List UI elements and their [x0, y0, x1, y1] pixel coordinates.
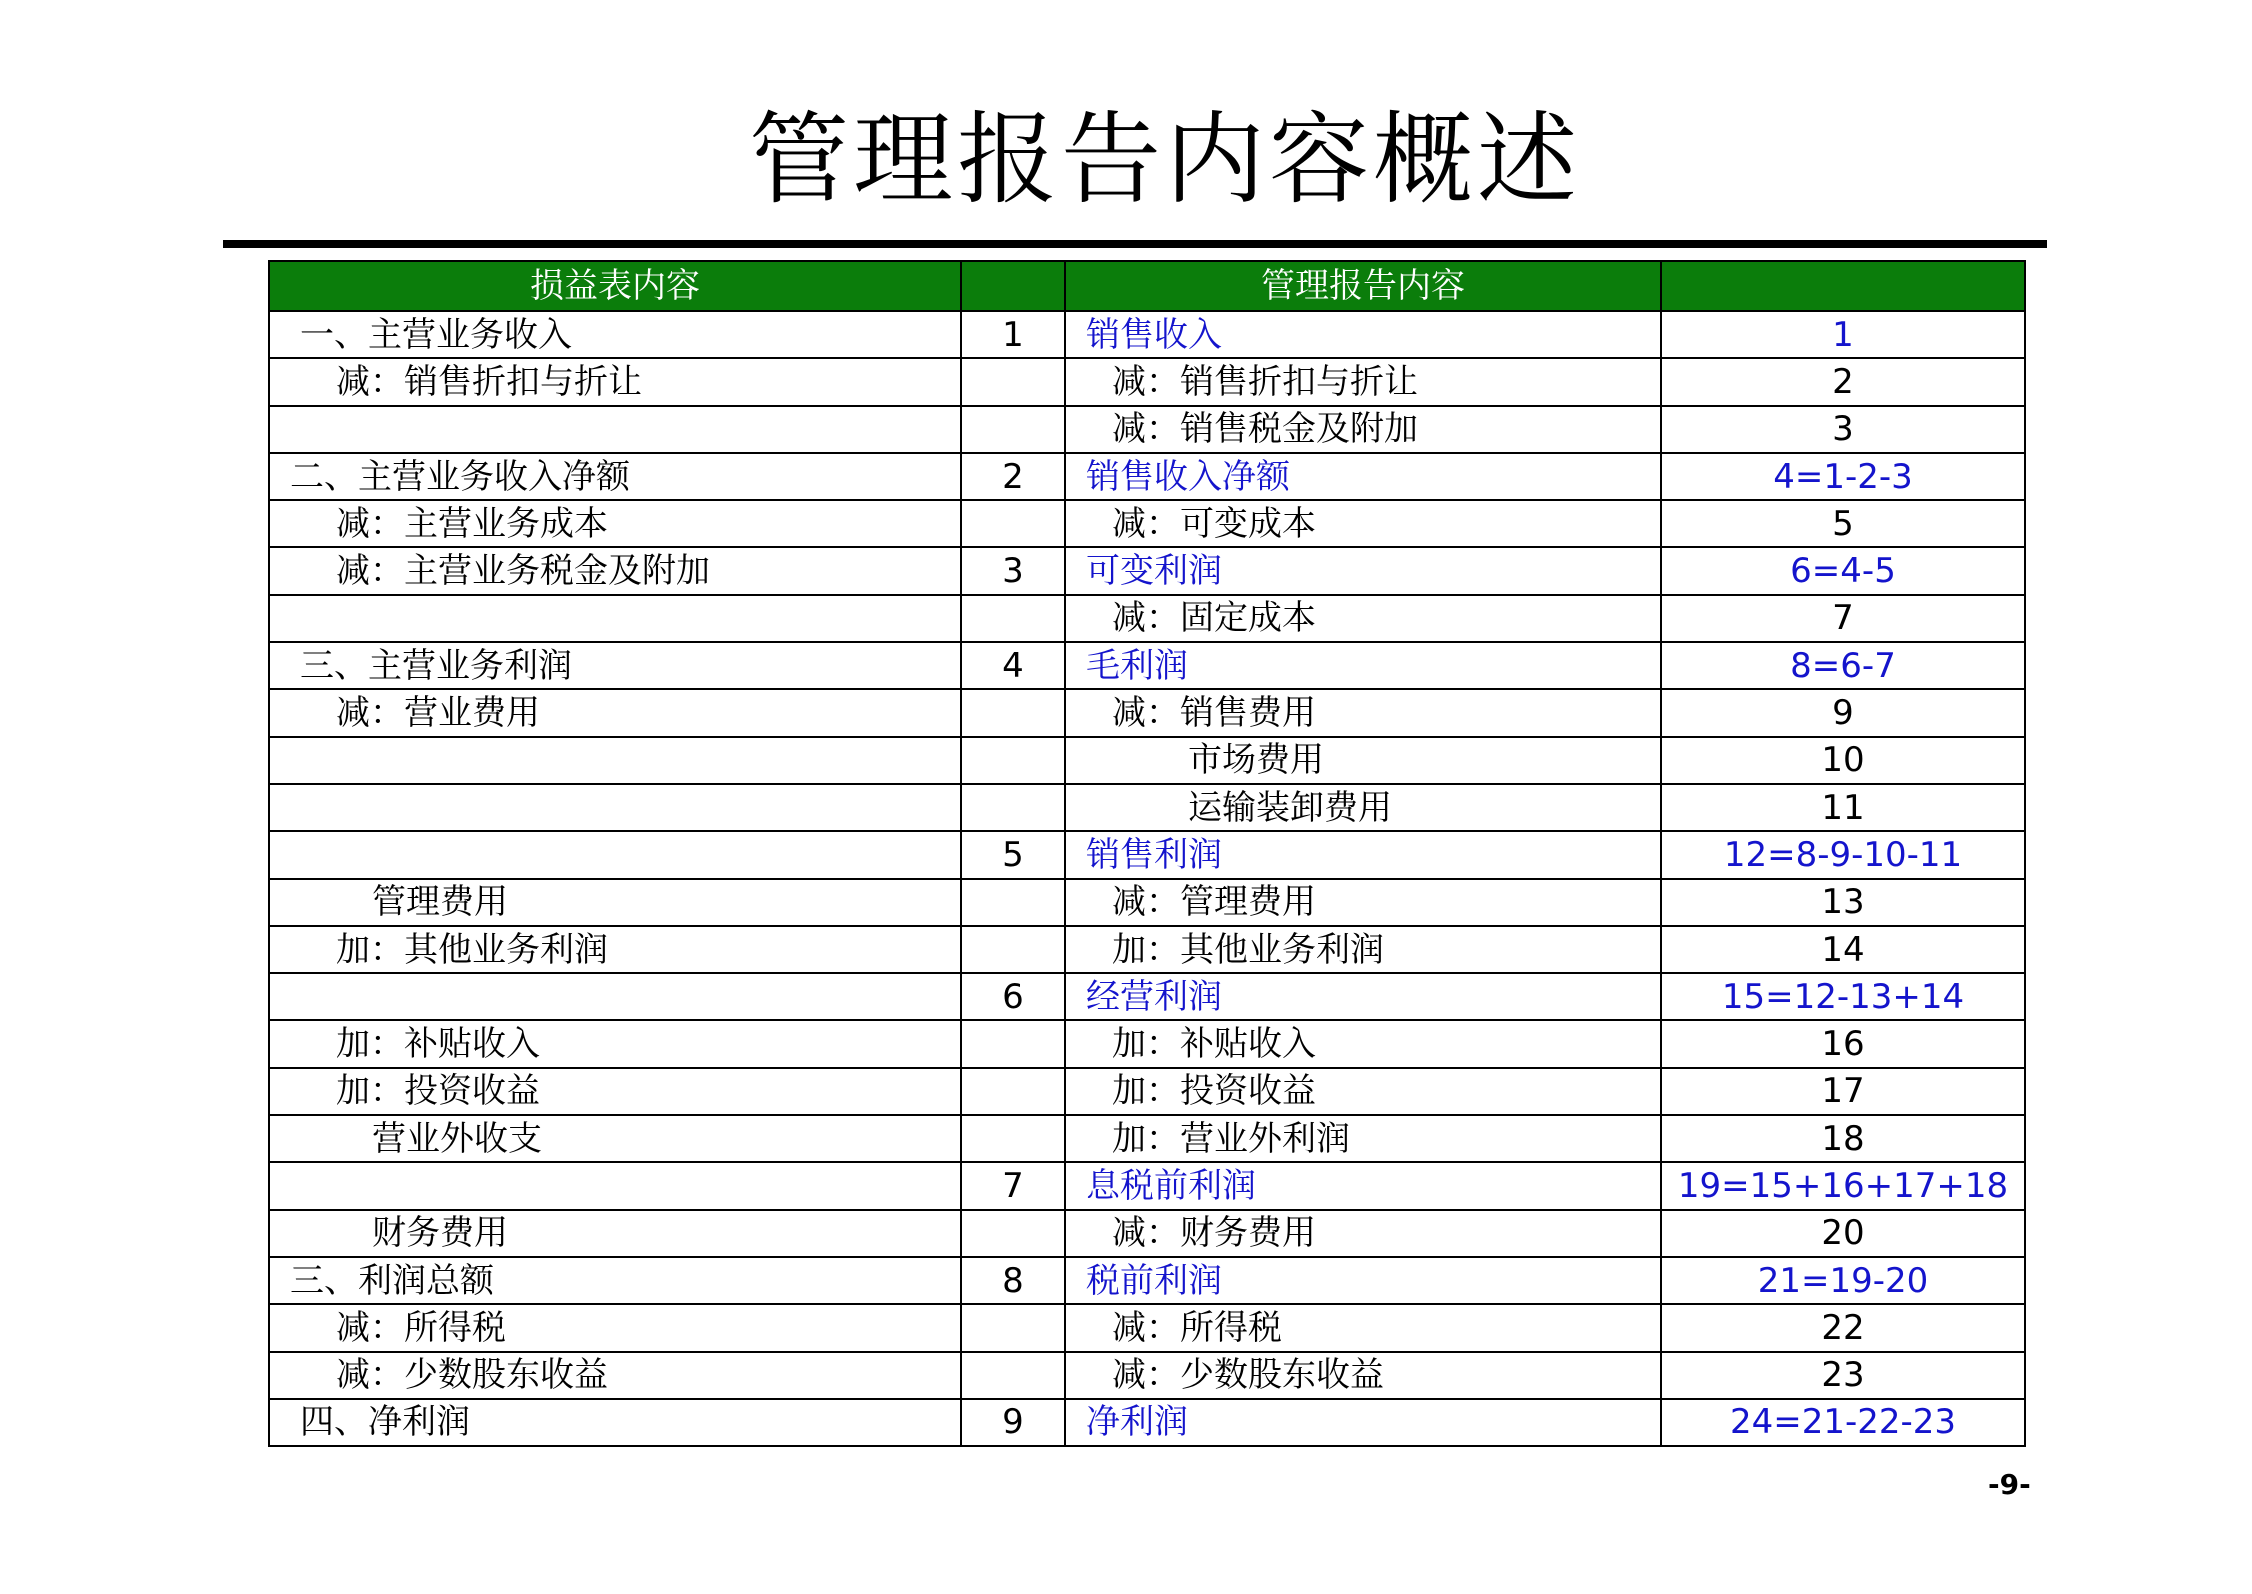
table-row: [269, 453, 2025, 500]
page-number: -9-: [1988, 1468, 2031, 1501]
table-row: [269, 1399, 2025, 1446]
income-item-cell: 营业外收支: [269, 1115, 961, 1162]
income-item-cell: 减：销售折扣与折让: [269, 358, 961, 405]
index-cell: 2: [961, 453, 1065, 500]
report-item-cell: 减：销售费用: [1065, 689, 1661, 736]
formula-cell: 23: [1661, 1352, 2025, 1399]
report-item-cell: 减：所得税: [1065, 1304, 1661, 1351]
income-item-cell: 四、净利润: [269, 1399, 961, 1446]
formula-cell: 15=12-13+14: [1661, 973, 2025, 1020]
report-item-cell: 加：投资收益: [1065, 1068, 1661, 1115]
report-item-cell: 净利润: [1065, 1399, 1661, 1446]
index-cell: 7: [961, 1162, 1065, 1209]
table-row: [269, 1352, 2025, 1399]
index-cell: 8: [961, 1257, 1065, 1304]
index-cell: [961, 1210, 1065, 1257]
header-index: [961, 261, 1065, 311]
index-cell: [961, 879, 1065, 926]
report-body: [269, 311, 2025, 1446]
report-item-cell: 加：营业外利润: [1065, 1115, 1661, 1162]
index-cell: [961, 1115, 1065, 1162]
formula-cell: 19=15+16+17+18: [1661, 1162, 2025, 1209]
report-item-cell: 销售利润: [1065, 831, 1661, 878]
header-management-report: 管理报告内容: [1065, 261, 1661, 311]
report-item-cell: 销售收入: [1065, 311, 1661, 358]
report-item-cell: 销售收入净额: [1065, 453, 1661, 500]
index-cell: 4: [961, 642, 1065, 689]
formula-cell: 21=19-20: [1661, 1257, 2025, 1304]
index-cell: [961, 1304, 1065, 1351]
table-row: [269, 311, 2025, 358]
index-cell: 3: [961, 547, 1065, 594]
table-row: [269, 784, 2025, 831]
income-item-cell: 一、主营业务收入: [269, 311, 961, 358]
income-item-cell: 加：补贴收入: [269, 1020, 961, 1067]
formula-cell: 20: [1661, 1210, 2025, 1257]
table-row: [269, 689, 2025, 736]
index-cell: [961, 406, 1065, 453]
income-item-cell: [269, 1162, 961, 1209]
index-cell: [961, 689, 1065, 736]
index-cell: [961, 1352, 1065, 1399]
formula-cell: 6=4-5: [1661, 547, 2025, 594]
formula-cell: 10: [1661, 737, 2025, 784]
index-cell: [961, 500, 1065, 547]
formula-cell: 7: [1661, 595, 2025, 642]
income-item-cell: [269, 406, 961, 453]
index-cell: 9: [961, 1399, 1065, 1446]
report-item-cell: 毛利润: [1065, 642, 1661, 689]
formula-cell: 5: [1661, 500, 2025, 547]
report-item-cell: 减：少数股东收益: [1065, 1352, 1661, 1399]
formula-cell: 24=21-22-23: [1661, 1399, 2025, 1446]
table-row: [269, 547, 2025, 594]
table-row: [269, 737, 2025, 784]
index-cell: [961, 1068, 1065, 1115]
table-row: [269, 926, 2025, 973]
income-item-cell: [269, 737, 961, 784]
index-cell: [961, 926, 1065, 973]
formula-cell: 13: [1661, 879, 2025, 926]
income-item-cell: 加：其他业务利润: [269, 926, 961, 973]
table-row: [269, 595, 2025, 642]
formula-cell: 2: [1661, 358, 2025, 405]
index-cell: 6: [961, 973, 1065, 1020]
index-cell: [961, 1020, 1065, 1067]
formula-cell: 1: [1661, 311, 2025, 358]
income-item-cell: 二、主营业务收入净额: [269, 453, 961, 500]
index-cell: [961, 595, 1065, 642]
table-row: [269, 1115, 2025, 1162]
income-item-cell: 减：少数股东收益: [269, 1352, 961, 1399]
income-item-cell: 加：投资收益: [269, 1068, 961, 1115]
report-item-cell: 减：可变成本: [1065, 500, 1661, 547]
report-item-cell: 可变利润: [1065, 547, 1661, 594]
formula-cell: 3: [1661, 406, 2025, 453]
formula-cell: 11: [1661, 784, 2025, 831]
table-row: [269, 500, 2025, 547]
table-row: [269, 1210, 2025, 1257]
index-cell: [961, 737, 1065, 784]
report-item-cell: 税前利润: [1065, 1257, 1661, 1304]
income-item-cell: [269, 595, 961, 642]
report-item-cell: 减：管理费用: [1065, 879, 1661, 926]
report-item-cell: 运输装卸费用: [1065, 784, 1661, 831]
formula-cell: 14: [1661, 926, 2025, 973]
header-row: [269, 261, 2025, 311]
report-table: [268, 260, 2026, 1447]
table-row: [269, 358, 2025, 405]
table-row: [269, 879, 2025, 926]
income-item-cell: 管理费用: [269, 879, 961, 926]
income-item-cell: [269, 831, 961, 878]
title-divider: [223, 240, 2047, 248]
formula-cell: 16: [1661, 1020, 2025, 1067]
report-item-cell: 加：其他业务利润: [1065, 926, 1661, 973]
formula-cell: 17: [1661, 1068, 2025, 1115]
table-row: [269, 831, 2025, 878]
income-item-cell: 减：所得税: [269, 1304, 961, 1351]
index-cell: [961, 784, 1065, 831]
income-item-cell: [269, 784, 961, 831]
page-title: 管理报告内容概述: [749, 101, 1581, 218]
report-item-cell: 减：固定成本: [1065, 595, 1661, 642]
income-item-cell: 财务费用: [269, 1210, 961, 1257]
income-item-cell: 减：主营业务税金及附加: [269, 547, 961, 594]
table-row: [269, 1020, 2025, 1067]
income-item-cell: 减：主营业务成本: [269, 500, 961, 547]
index-cell: 5: [961, 831, 1065, 878]
formula-cell: 4=1-2-3: [1661, 453, 2025, 500]
report-item-cell: 市场费用: [1065, 737, 1661, 784]
table-row: [269, 973, 2025, 1020]
index-cell: 1: [961, 311, 1065, 358]
table-row: [269, 642, 2025, 689]
income-item-cell: [269, 973, 961, 1020]
header-code: [1661, 261, 2025, 311]
table-row: [269, 1162, 2025, 1209]
index-cell: [961, 358, 1065, 405]
income-item-cell: 三、利润总额: [269, 1257, 961, 1304]
formula-cell: 22: [1661, 1304, 2025, 1351]
table-row: [269, 1257, 2025, 1304]
report-item-cell: 减：销售税金及附加: [1065, 406, 1661, 453]
table-row: [269, 1304, 2025, 1351]
report-item-cell: 减：财务费用: [1065, 1210, 1661, 1257]
formula-cell: 12=8-9-10-11: [1661, 831, 2025, 878]
formula-cell: 8=6-7: [1661, 642, 2025, 689]
income-item-cell: 减：营业费用: [269, 689, 961, 736]
report-item-cell: 减：销售折扣与折让: [1065, 358, 1661, 405]
table-row: [269, 1068, 2025, 1115]
header-income-statement: 损益表内容: [269, 261, 961, 311]
report-item-cell: 经营利润: [1065, 973, 1661, 1020]
table-row: [269, 406, 2025, 453]
report-item-cell: 加：补贴收入: [1065, 1020, 1661, 1067]
report-item-cell: 息税前利润: [1065, 1162, 1661, 1209]
formula-cell: 9: [1661, 689, 2025, 736]
income-item-cell: 三、主营业务利润: [269, 642, 961, 689]
formula-cell: 18: [1661, 1115, 2025, 1162]
